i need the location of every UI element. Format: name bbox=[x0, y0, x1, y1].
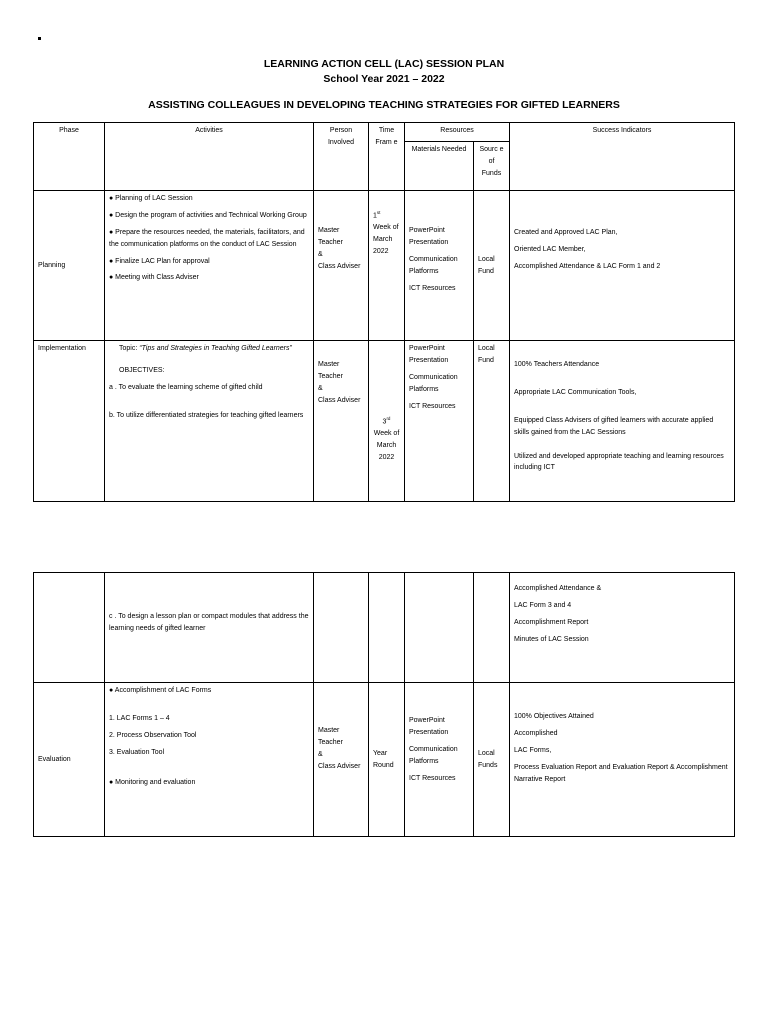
school-year: School Year 2021 – 2022 bbox=[323, 73, 445, 85]
list-item: ● Meeting with Class Adviser bbox=[109, 274, 199, 282]
objective-c: c . To design a lesson plan or compact modules that address the learning needs of gifted learner bbox=[105, 573, 314, 683]
col-source: Sourc e of Funds bbox=[474, 142, 510, 191]
planning-materials: PowerPoint Presentation Communication Platforms ICT Resources bbox=[405, 191, 474, 341]
phase-implementation: Implementation bbox=[34, 341, 105, 502]
continuation-success: Accomplished Attendance & LAC Form 3 and 4 Accomplishment Report Minutes of LAC Session bbox=[510, 573, 735, 683]
list-item: ● Design the program of activities and Technical Working Group bbox=[109, 211, 307, 219]
bullet-mark bbox=[38, 37, 41, 40]
planning-row bbox=[34, 191, 735, 341]
session-plan-table bbox=[33, 122, 735, 502]
header-row bbox=[34, 123, 735, 142]
list-item: ● Finalize LAC Plan for approval bbox=[109, 257, 210, 265]
col-time: Time Fram e bbox=[369, 123, 405, 191]
evaluation-success: 100% Objectives Attained Accomplished LAC Forms, Process Evaluation Report and Evaluation Report & Accomplishment Narrative Report bbox=[510, 683, 735, 837]
phase-planning: Planning bbox=[34, 191, 105, 341]
implementation-source: Local Fund bbox=[474, 341, 510, 502]
list-item: 3. Evaluation Tool bbox=[109, 748, 165, 756]
col-success: Success Indicators bbox=[510, 123, 735, 191]
evaluation-source: Local Funds bbox=[474, 683, 510, 837]
implementation-person: Master Teacher & Class Adviser bbox=[314, 341, 369, 502]
implementation-materials: PowerPoint Presentation Communication Platforms ICT Resources bbox=[405, 341, 474, 502]
implementation-success: 100% Teachers Attendance Appropriate LAC Communication Tools, Equipped Class Advisers of gifted learners with accurate applied skills gained from the LAC Sessions Utilized and developed appropriate teaching and learning resources including ICT bbox=[510, 341, 735, 502]
col-activities: Activities bbox=[105, 123, 314, 191]
evaluation-activities: ● Accomplishment of LAC Forms 1. LAC Forms 1 – 4 2. Process Observation Tool 3. Evaluation Tool ● Monitoring and evaluation bbox=[105, 683, 314, 837]
evaluation-time: Year Round bbox=[369, 683, 405, 837]
planning-person: Master Teacher & Class Adviser bbox=[314, 191, 369, 341]
list-item: ● Monitoring and evaluation bbox=[109, 778, 196, 786]
implementation-time: 3rd Week of March 2022 bbox=[369, 341, 405, 502]
document-title: LEARNING ACTION CELL (LAC) SESSION PLAN bbox=[263, 58, 505, 70]
col-materials: Materials Needed bbox=[405, 142, 474, 191]
evaluation-person: Master Teacher & Class Adviser bbox=[314, 683, 369, 837]
phase-evaluation: Evaluation bbox=[34, 683, 105, 837]
planning-time: 1st Week of March 2022 bbox=[369, 191, 405, 341]
col-person: Person Involved bbox=[314, 123, 369, 191]
col-resources: Resources bbox=[405, 123, 510, 142]
planning-source: Local Fund bbox=[474, 191, 510, 341]
list-item: 1. LAC Forms 1 – 4 bbox=[109, 714, 170, 722]
implementation-row bbox=[34, 341, 735, 502]
implementation-activities: Topic: “Tips and Strategies in Teaching Gifted Learners” OBJECTIVES: a . To evaluate the learning scheme of gifted child b. To utilize differentiated strategies for teaching gifted learners bbox=[105, 341, 314, 502]
list-item: 2. Process Observation Tool bbox=[109, 731, 197, 739]
continuation-row bbox=[34, 573, 735, 683]
session-plan-table-continued bbox=[33, 572, 735, 837]
document-subtitle: ASSISTING COLLEAGUES IN DEVELOPING TEACHING STRATEGIES FOR GIFTED LEARNERS bbox=[148, 99, 620, 111]
list-item: ● Planning of LAC Session bbox=[109, 195, 193, 202]
col-phase: Phase bbox=[34, 123, 105, 191]
planning-success: Created and Approved LAC Plan, Oriented LAC Member, Accomplished Attendance & LAC Form 1 and 2 bbox=[510, 191, 735, 341]
planning-activities bbox=[105, 191, 314, 341]
evaluation-row bbox=[34, 683, 735, 837]
list-item: ● Prepare the resources needed, the materials, facilitators, and the communication platforms on the conduct of LAC Session bbox=[109, 228, 305, 248]
evaluation-materials: PowerPoint Presentation Communication Platforms ICT Resources bbox=[405, 683, 474, 837]
